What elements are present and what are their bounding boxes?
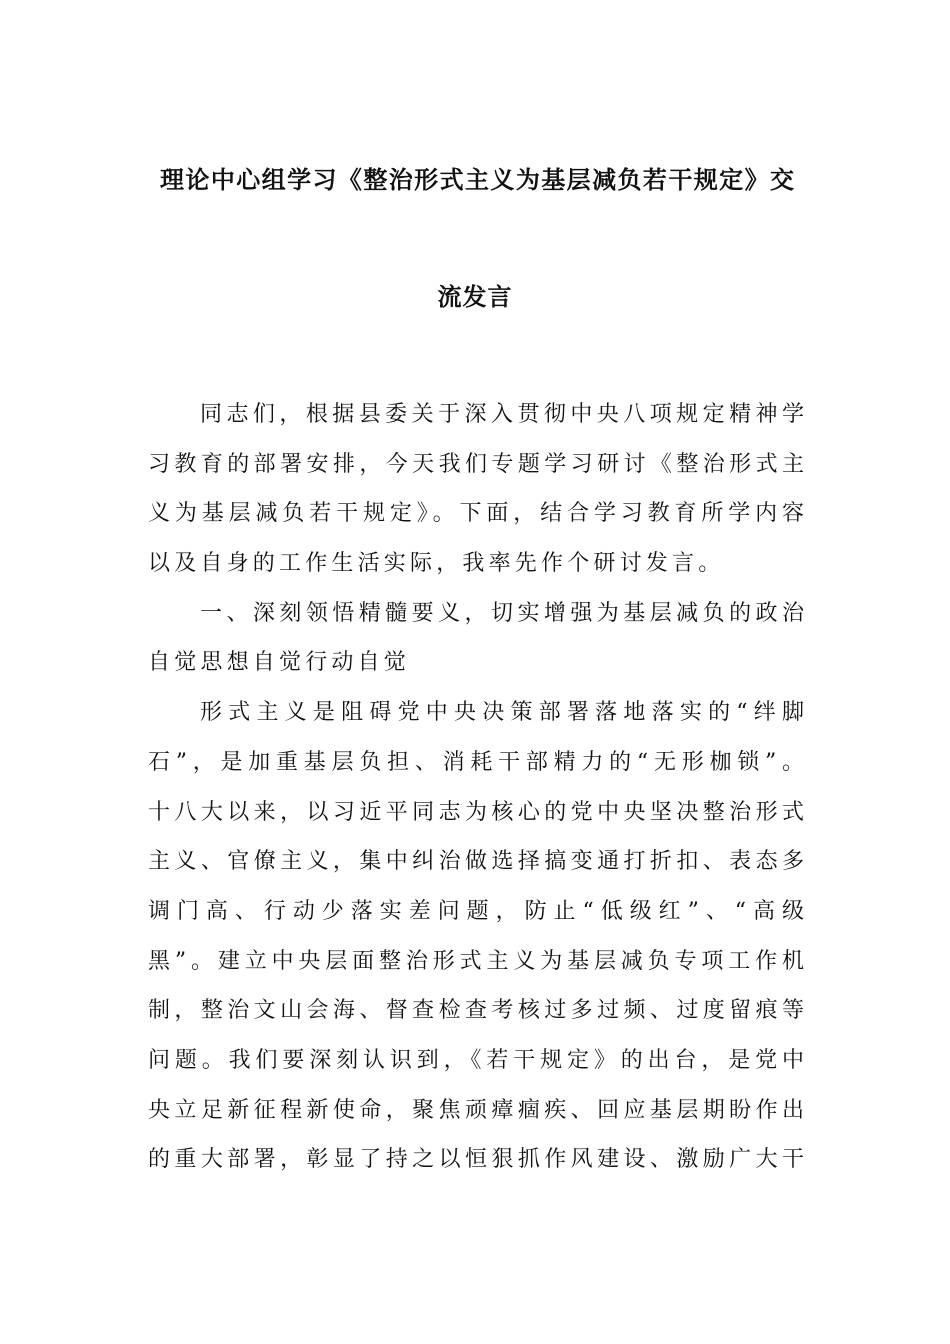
body-line: 习教育的部署安排，今天我们专题学习研讨《整治形式主 (148, 451, 804, 477)
document-body (148, 390, 804, 1185)
body-line: 调门高、行动少落实差问题，防止“低级红”、“高级 (148, 898, 804, 924)
document-title-line-1: 理论中心组学习《整治形式主义为基层减负若干规定》交 (160, 165, 794, 194)
body-line: 的重大部署，彰显了持之以恒狠抓作风建设、激励广大干 (148, 1147, 804, 1173)
body-line: 以及自身的工作生活实际，我率先作个研讨发言。 (148, 551, 725, 577)
section-heading-line: 自觉思想自觉行动自觉 (148, 650, 411, 676)
body-line: 石”，是加重基层负担、消耗干部精力的“无形枷锁”。 (148, 749, 804, 775)
body-line: 主义、官僚主义，集中纠治做选择搞变通打折扣、表态多 (148, 849, 804, 875)
body-line: 义为基层减负若干规定》。下面，结合学习教育所学内容 (148, 501, 804, 527)
body-line: 形式主义是阻碍党中央决策部署落地落实的“绊脚 (200, 700, 804, 726)
body-line: 制，整治文山会海、督查检查考核过多过频、过度留痕等 (148, 998, 804, 1024)
body-line: 黑”。建立中央层面整治形式主义为基层减负专项工作机 (148, 948, 804, 974)
body-line: 央立足新征程新使命，聚焦顽瘴痼疾、回应基层期盼作出 (148, 1097, 804, 1123)
document-title-line-2: 流发言 (437, 282, 513, 311)
body-line: 问题。我们要深刻认识到，《若干规定》的出台，是党中 (148, 1047, 804, 1073)
section-heading-line: 一、深刻领悟精髓要义，切实增强为基层减负的政治 (200, 600, 804, 626)
body-line: 十八大以来，以习近平同志为核心的党中央坚决整治形式 (148, 799, 804, 825)
body-line: 同志们，根据县委关于深入贯彻中央八项规定精神学 (200, 402, 804, 427)
